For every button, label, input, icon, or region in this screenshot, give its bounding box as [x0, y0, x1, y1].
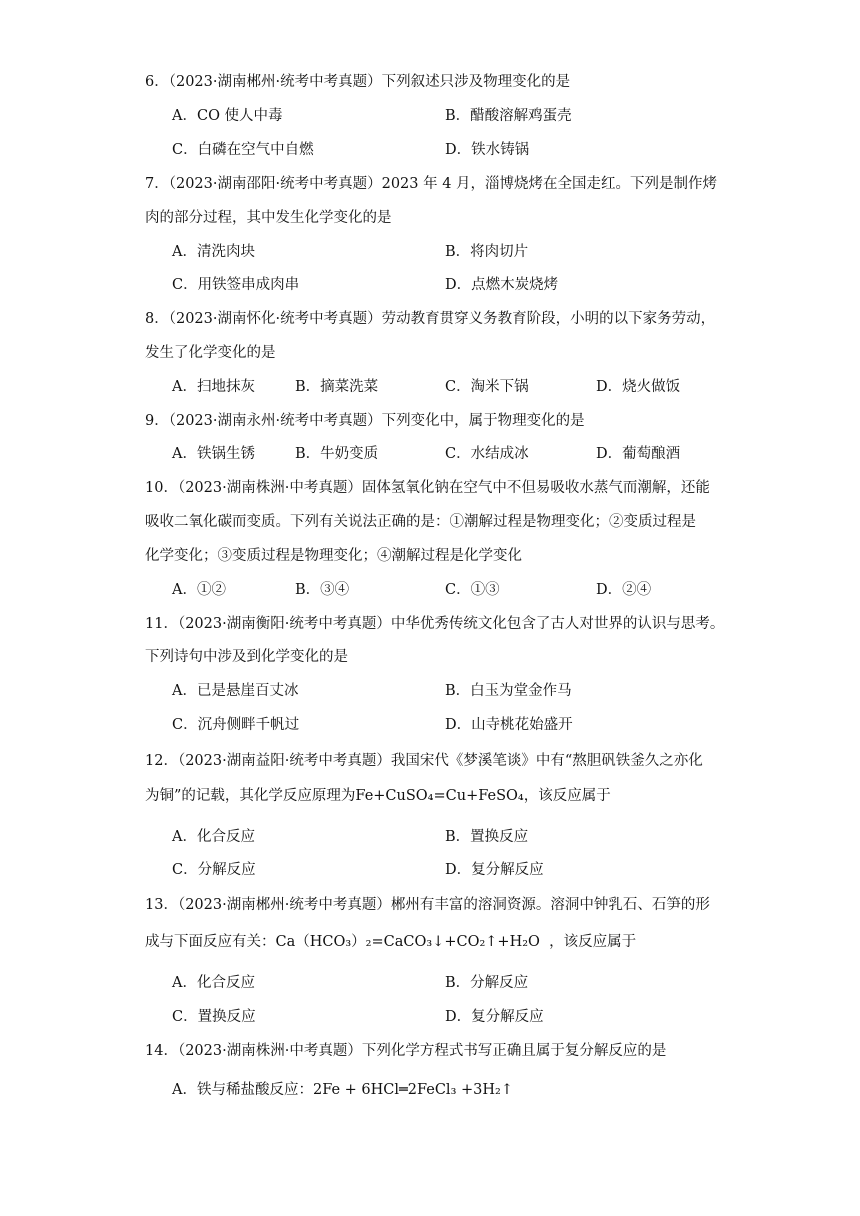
question-10-option-d[interactable]: D．②④	[596, 582, 652, 598]
question-14-option-a-label: A．铁与稀盐酸反应：	[172, 1082, 313, 1098]
question-12-equation: Fe+CuSO₄=Cu+FeSO₄	[355, 788, 524, 804]
question-12-stem-line-1: 12．（2023·湖南益阳·统考中考真题）我国宋代《梦溪笔谈》中有“熬胆矾铁釜久之亦化	[145, 753, 703, 769]
question-7-option-c[interactable]: C．用铁签串成肉串	[172, 277, 300, 293]
question-9-option-a[interactable]: A．铁锅生锈	[172, 446, 255, 462]
question-6-option-a[interactable]: A．CO 使人中毒	[172, 108, 283, 124]
question-9-stem: 9．（2023·湖南永州·统考中考真题）下列变化中，属于物理变化的是	[145, 413, 585, 429]
question-7-option-a[interactable]: A．清洗肉块	[172, 244, 255, 260]
question-7-stem-line-1: 7．（2023·湖南邵阳·统考中考真题）2023 年 4 月，淄博烧烤在全国走红。下列是制作烤	[145, 176, 718, 192]
question-14-stem: 14．（2023·湖南株洲·中考真题）下列化学方程式书写正确且属于复分解反应的是	[145, 1043, 667, 1059]
question-8-option-a[interactable]: A．扫地抹灰	[172, 379, 255, 395]
question-10-stem-line-3: 化学变化；③变质过程是物理变化；④潮解过程是化学变化	[145, 548, 522, 564]
question-11-option-c[interactable]: C．沉舟侧畔千帆过	[172, 717, 300, 733]
question-13-stem-tail: ，该反应属于	[549, 934, 637, 950]
question-11-stem-line-1: 11．（2023·湖南衡阳·统考中考真题）中华优秀传统文化包含了古人对世界的认识与思考。	[145, 616, 725, 632]
question-7-option-b[interactable]: B．将肉切片	[445, 244, 529, 260]
question-14-option-a[interactable]	[172, 1080, 513, 1100]
question-8-stem-line-2: 发生了化学变化的是	[145, 345, 276, 361]
question-7-option-d[interactable]: D．点燃木炭烧烤	[445, 277, 559, 293]
question-12-option-b[interactable]: B．置换反应	[445, 829, 529, 845]
question-13-stem-line-2	[145, 932, 636, 952]
question-11-option-a[interactable]: A．已是悬崖百丈冰	[172, 683, 299, 699]
question-10-option-b[interactable]: B．③④	[295, 582, 350, 598]
question-8-option-c[interactable]: C．淘米下锅	[445, 379, 529, 395]
question-9-option-d[interactable]: D．葡萄酿酒	[596, 446, 681, 462]
question-9-option-b[interactable]: B．牛奶变质	[295, 446, 379, 462]
question-6-option-b[interactable]: B．醋酸溶解鸡蛋壳	[445, 108, 572, 124]
question-8-option-b[interactable]: B．摘菜洗菜	[295, 379, 379, 395]
question-13-option-a[interactable]: A．化合反应	[172, 975, 255, 991]
question-10-option-a[interactable]: A．①②	[172, 582, 226, 598]
question-12-option-c[interactable]: C．分解反应	[172, 862, 256, 878]
question-13-option-c[interactable]: C．置换反应	[172, 1009, 256, 1025]
question-7-stem-line-2: 肉的部分过程，其中发生化学变化的是	[145, 210, 392, 226]
question-6-option-d[interactable]: D．铁水铸锅	[445, 142, 530, 158]
question-12-stem-text: 为铜”的记载，其化学反应原理为	[145, 788, 356, 804]
question-10-stem-line-1: 10．（2023·湖南株洲·中考真题）固体氢氧化钠在空气中不但易吸收水蒸气而潮解，还能	[145, 480, 710, 496]
question-6-stem: 6．（2023·湖南郴州·统考中考真题）下列叙述只涉及物理变化的是	[145, 74, 571, 90]
question-13-stem-line-1: 13．（2023·湖南郴州·统考中考真题）郴州有丰富的溶洞资源。溶洞中钟乳石、石笋的形	[145, 897, 710, 913]
question-13-equation: Ca（HCO₃）₂=CaCO₃↓+CO₂↑+H₂O	[275, 934, 540, 950]
question-12-stem-line-2	[145, 786, 611, 806]
question-8-option-d[interactable]: D．烧火做饭	[596, 379, 681, 395]
question-11-option-b[interactable]: B．白玉为堂金作马	[445, 683, 572, 699]
question-12-option-d[interactable]: D．复分解反应	[445, 862, 544, 878]
question-13-option-d[interactable]: D．复分解反应	[445, 1009, 544, 1025]
question-12-stem-tail: ，该反应属于	[523, 788, 611, 804]
question-11-stem-line-2: 下列诗句中涉及到化学变化的是	[145, 649, 348, 665]
question-10-option-c[interactable]: C．①③	[445, 582, 500, 598]
question-13-option-b[interactable]: B．分解反应	[445, 975, 529, 991]
question-13-stem-text: 成与下面反应有关：	[145, 934, 276, 950]
question-6-option-c[interactable]: C．白磷在空气中自燃	[172, 142, 314, 158]
question-9-option-c[interactable]: C．水结成冰	[445, 446, 529, 462]
question-10-stem-line-2: 吸收二氧化碳而变质。下列有关说法正确的是：①潮解过程是物理变化；②变质过程是	[145, 514, 696, 530]
question-11-option-d[interactable]: D．山寺桃花始盛开	[445, 717, 573, 733]
question-12-option-a[interactable]: A．化合反应	[172, 829, 255, 845]
question-8-stem-line-1: 8．（2023·湖南怀化·统考中考真题）劳动教育贯穿义务教育阶段，小明的以下家务劳动，	[145, 311, 716, 327]
question-14-option-a-equation: 2Fe + 6HCl═2FeCl₃ +3H₂↑	[312, 1082, 513, 1098]
